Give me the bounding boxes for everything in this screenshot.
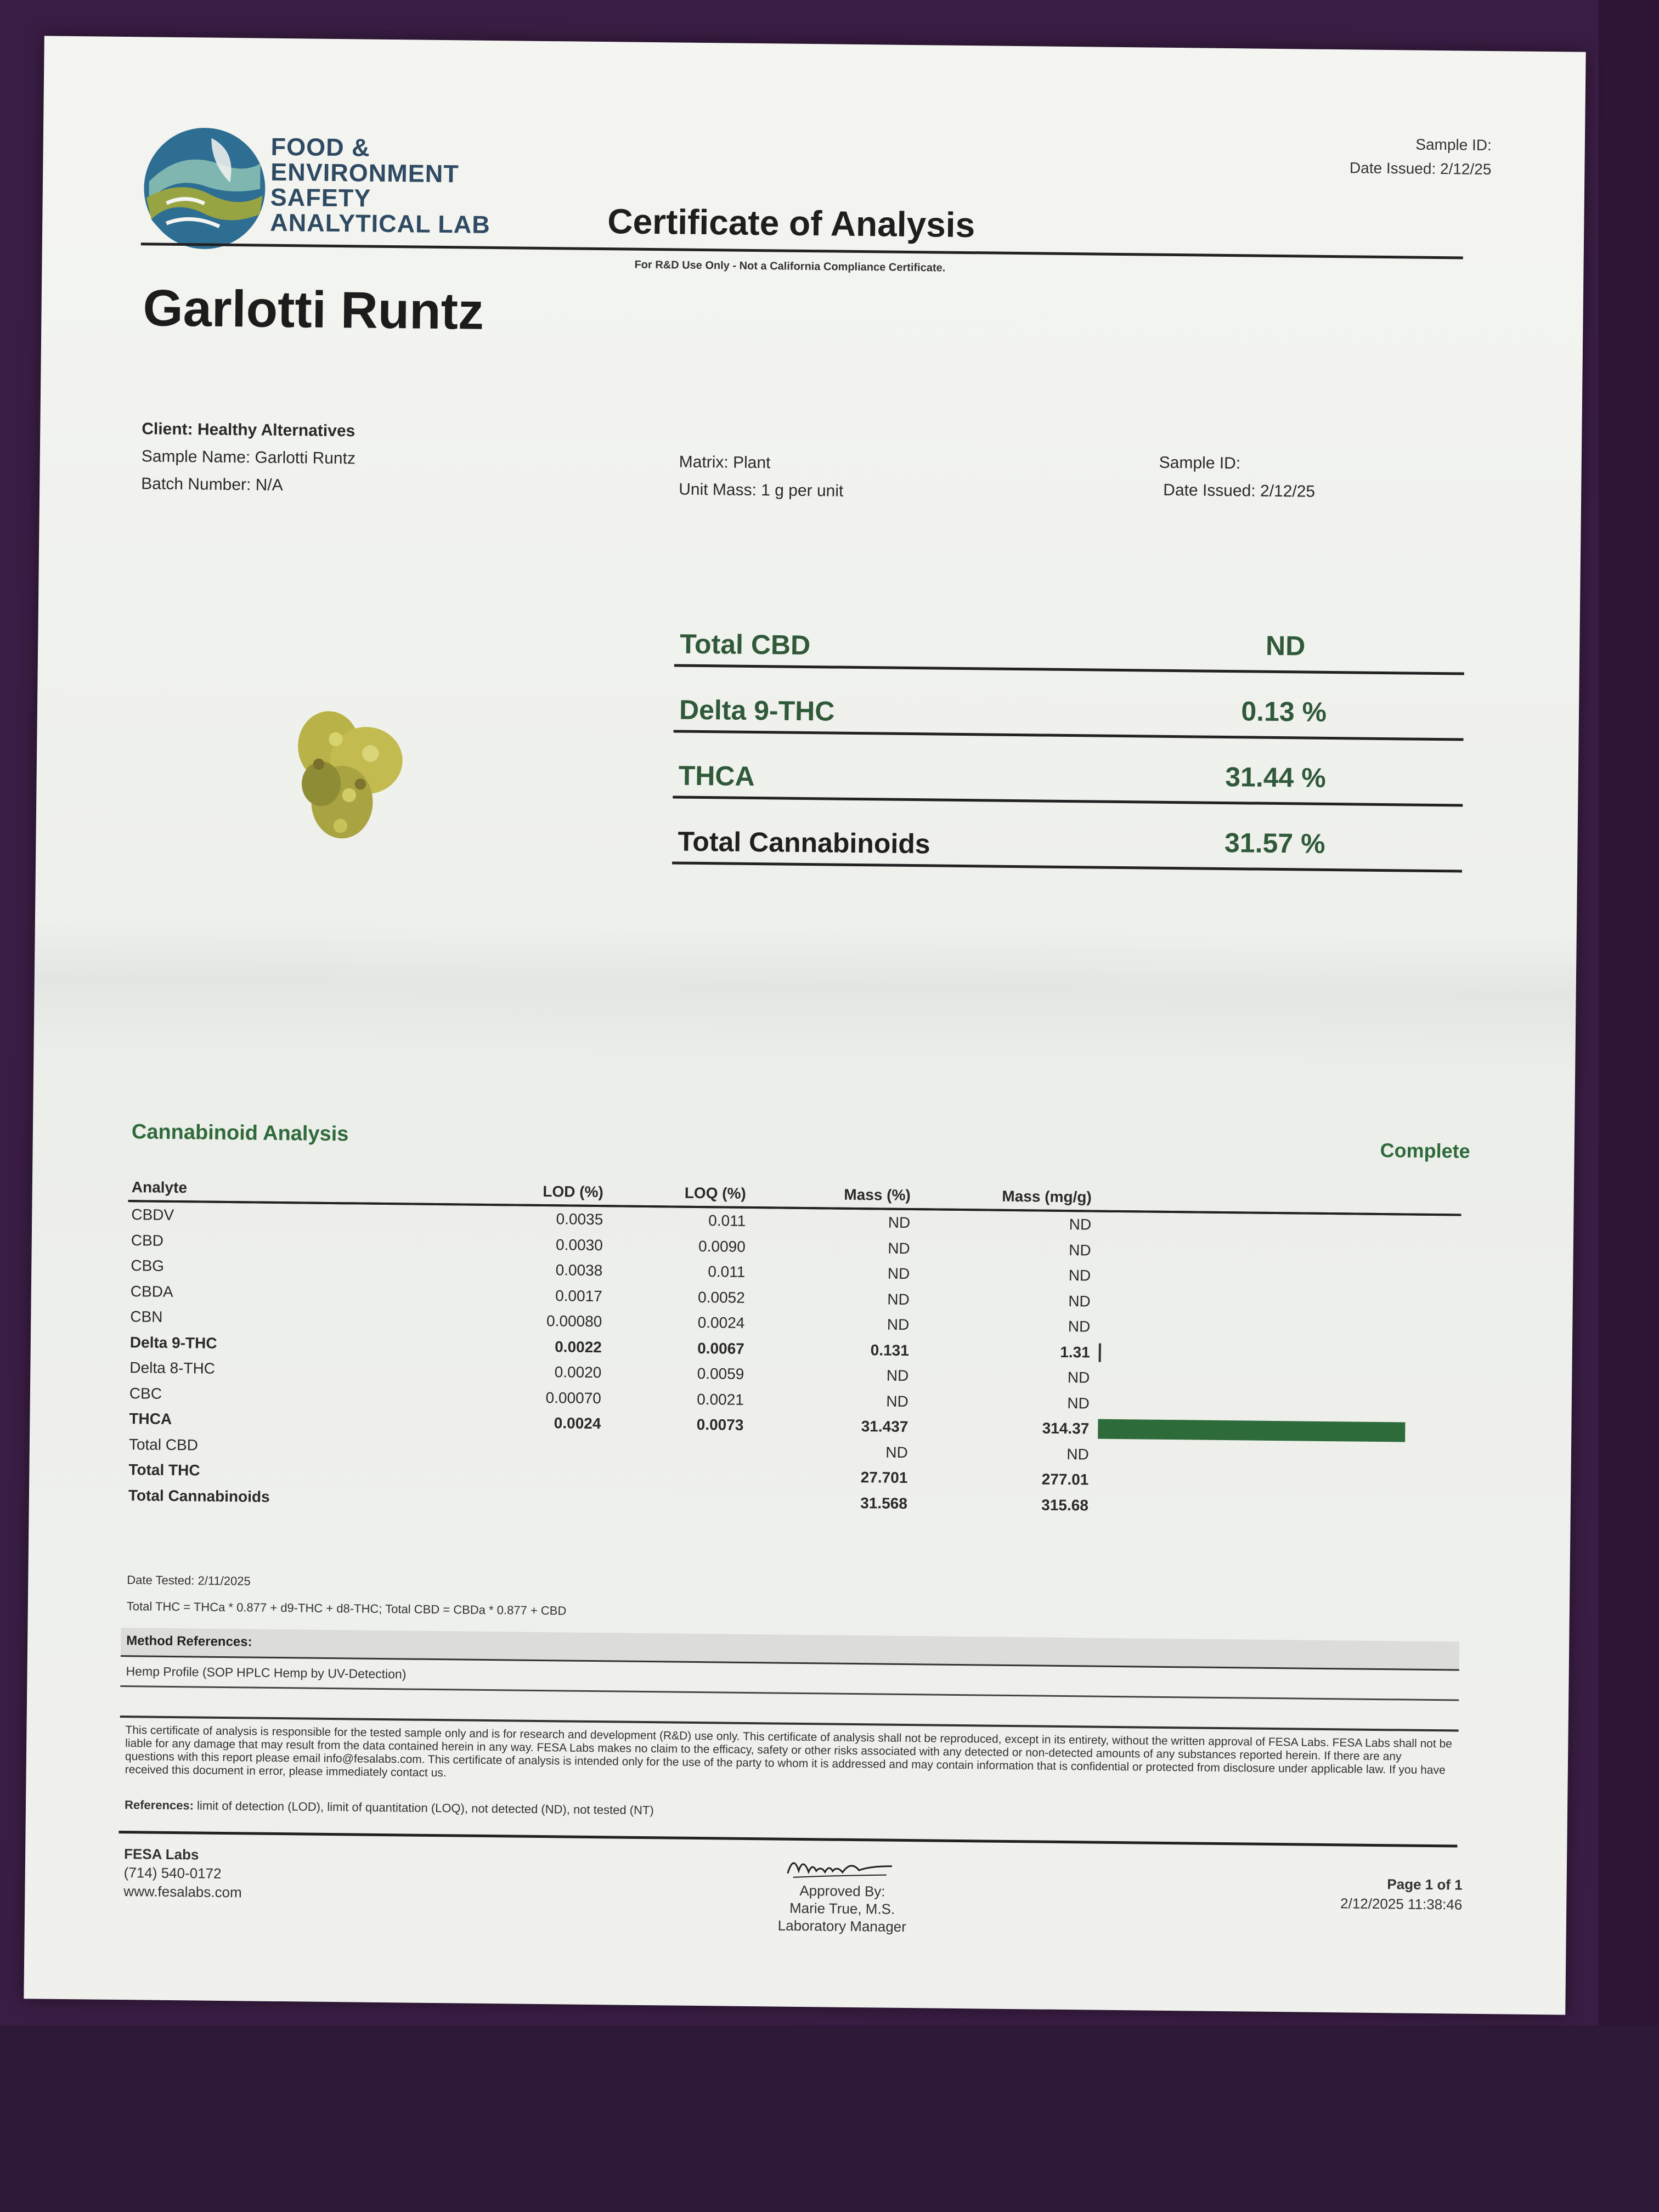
unit-mass: Unit Mass: 1 g per unit (679, 480, 844, 500)
background-bottom (0, 2025, 1659, 2212)
matrix: Matrix: Plant (679, 453, 771, 472)
header-sample-id: Sample ID: (1415, 136, 1492, 154)
summary-value: 31.57 % (1224, 827, 1325, 859)
sample-id: Sample ID: (1159, 453, 1241, 473)
cell-analyte: CBN (130, 1308, 163, 1326)
cell-mass-mg: ND (1068, 1318, 1091, 1335)
cell-mass-pct: ND (887, 1265, 910, 1283)
cell-analyte: CBG (131, 1257, 165, 1275)
batch-number: Batch Number: N/A (141, 475, 283, 494)
signature-image (782, 1849, 904, 1883)
cell-analyte: CBDV (131, 1206, 174, 1224)
sample-title: Garlotti Runtz (143, 279, 484, 340)
method-divider (120, 1685, 1459, 1701)
cell-loq: 0.0059 (697, 1365, 744, 1383)
cell-mass-pct: ND (886, 1392, 909, 1410)
col-loq: LOQ (%) (603, 1183, 746, 1207)
summary-row (673, 731, 1463, 806)
summary-row (674, 599, 1465, 675)
cell-loq (600, 1462, 743, 1489)
cell-mass-pct: 27.701 (860, 1469, 908, 1487)
lab-name: FOOD & ENVIRONMENT SAFETY ANALYTICAL LAB (270, 132, 491, 239)
cell-bar (1090, 1365, 1459, 1395)
total-formula: Total THC = THCa * 0.877 + d9-THC + d8-THC; Total CBD = CBDa * 0.877 + CBD (126, 1599, 567, 1618)
client-name: Client: Healthy Alternatives (142, 420, 356, 441)
cell-lod: 0.00080 (546, 1312, 602, 1330)
cell-loq: 0.0024 (697, 1314, 745, 1332)
cell-mass-pct: ND (887, 1316, 910, 1334)
cell-analyte: CBDA (130, 1282, 173, 1300)
cell-bar (1089, 1416, 1459, 1446)
cell-mass-pct: 0.131 (870, 1341, 909, 1359)
cell-mass-mg: ND (1067, 1394, 1090, 1412)
header-divider (141, 242, 1463, 259)
summary-label: Total Cannabinoids (678, 826, 930, 860)
cell-loq: 0.0021 (697, 1390, 744, 1408)
cell-lod (447, 1486, 600, 1513)
col-lod: LOD (%) (450, 1181, 603, 1206)
cell-mass-pct: ND (887, 1290, 910, 1308)
sample-id-info (1159, 449, 1316, 506)
cell-loq (601, 1437, 743, 1464)
cell-analyte: Delta 8-THC (129, 1359, 216, 1378)
footer-page-info (1340, 1874, 1463, 1914)
sample-name: Sample Name: Garlotti Runtz (141, 447, 356, 468)
col-mass-pct: Mass (%) (746, 1184, 911, 1209)
cell-bar (1089, 1442, 1459, 1471)
cell-lod: 0.0020 (554, 1363, 602, 1381)
cell-mass-mg: ND (1068, 1267, 1091, 1284)
col-analyte: Analyte (128, 1178, 450, 1204)
cell-analyte: Total Cannabinoids (128, 1486, 270, 1505)
cell-mass-pct: ND (886, 1367, 909, 1385)
footer-contact (123, 1844, 242, 1901)
approver-title: Laboratory Manager (777, 1917, 907, 1936)
col-mass-mg: Mass (mg/g) (911, 1186, 1092, 1211)
cell-bar (1090, 1391, 1459, 1420)
cell-lod (447, 1435, 601, 1462)
references-label: References: (124, 1798, 194, 1813)
background-edge (1599, 0, 1659, 2212)
cell-lod: 0.0017 (555, 1287, 602, 1305)
cell-loq (600, 1488, 743, 1515)
disclaimer: This certificate of analysis is responsible for the tested sample only and is for research and development (R&D) use only. This certificate of analysis shall not be reproduced, except in its entirety, without the written approval of FESA Labs. FESA Labs shall not be liable for any damage that may result from the data contained herein in any way. FESA Labs makes no claim to the efficacy, safety or other risks associated with any detected or non-detected amounts of any substances reported herein. If there are any questions with this report please email info@fesalabs.com. This certificate of analysis is intended only for the use of the party to whom it is addressed and may contain information that is confidential or protected from disclosure under applicable law. If you have received this document in error, please immediately contact us. (125, 1724, 1453, 1780)
cell-analyte: Total THC (128, 1461, 200, 1479)
cell-lod: 0.0030 (555, 1236, 603, 1254)
references-text: limit of detection (LOD), limit of quantitation (LOQ), not detected (ND), not tested (NT) (196, 1798, 654, 1818)
date-issued: Date Issued: 2/12/25 (1163, 481, 1316, 501)
method-text: Hemp Profile (SOP HPLC Hemp by UV-Detection) (126, 1664, 407, 1681)
cell-analyte: CBD (131, 1231, 164, 1249)
cell-mass-mg: ND (1066, 1445, 1090, 1463)
cell-analyte: CBC (129, 1384, 162, 1402)
cell-bar (1090, 1340, 1460, 1369)
certificate-page (24, 36, 1585, 2015)
cell-mass-pct: 31.568 (860, 1494, 908, 1512)
cell-mass-pct: ND (888, 1214, 911, 1232)
cell-bar (1091, 1263, 1460, 1293)
cell-mass-mg: ND (1069, 1241, 1091, 1259)
cell-lod: 0.0035 (556, 1210, 603, 1228)
mass-bar (1099, 1344, 1101, 1362)
summary-row (672, 797, 1463, 872)
cell-loq: 0.0052 (698, 1288, 745, 1306)
company-name: FESA Labs (123, 1846, 199, 1863)
date-tested: Date Tested: 2/11/2025 (127, 1573, 251, 1588)
cell-mass-pct: 31.437 (861, 1418, 909, 1436)
approved-by: Approved By: (799, 1882, 885, 1900)
cell-loq: 0.0090 (698, 1237, 746, 1255)
report-timestamp: 2/12/2025 11:38:46 (1340, 1895, 1463, 1913)
cell-bar (1088, 1467, 1458, 1497)
cell-mass-mg: ND (1069, 1216, 1092, 1233)
page-number: Page 1 of 1 (1387, 1876, 1463, 1893)
summary-label: THCA (678, 760, 755, 792)
header-date-issued: Date Issued: 2/12/25 (1349, 159, 1492, 178)
analysis-title: Cannabinoid Analysis (131, 1120, 349, 1146)
cell-bar (1090, 1314, 1460, 1344)
method-band (121, 1628, 1459, 1671)
cell-loq: 0.0073 (696, 1416, 744, 1434)
col-bar (1091, 1188, 1461, 1215)
rd-note: For R&D Use Only - Not a California Compliance Certificate. (634, 258, 946, 274)
header-meta (1350, 132, 1492, 182)
cell-mass-pct: ND (888, 1239, 910, 1257)
matrix-info (679, 449, 844, 505)
cell-lod: 0.0038 (555, 1261, 603, 1279)
summary-row (674, 665, 1464, 741)
cell-bar (1091, 1238, 1460, 1267)
analysis-status: Complete (1380, 1138, 1470, 1163)
cell-analyte: THCA (129, 1410, 172, 1428)
cell-bar (1088, 1493, 1458, 1522)
cell-mass-mg: 1.31 (1060, 1343, 1090, 1361)
client-info (141, 415, 356, 500)
cell-lod (447, 1460, 600, 1487)
cannabinoid-table (125, 1178, 1462, 1522)
cell-mass-mg: 315.68 (1041, 1496, 1089, 1514)
mass-bar (1098, 1419, 1405, 1442)
summary-label: Total CBD (679, 628, 811, 661)
lab-logo-icon (141, 125, 268, 252)
cell-loq: 0.011 (708, 1212, 746, 1230)
approver-name: Marie True, M.S. (789, 1899, 895, 1917)
summary-value: 0.13 % (1241, 696, 1327, 727)
cell-lod: 0.0024 (554, 1414, 601, 1432)
cell-lod: 0.00070 (545, 1389, 602, 1407)
approval-block (727, 1881, 958, 1936)
cell-bar (1091, 1289, 1460, 1318)
cell-loq: 0.0067 (697, 1339, 744, 1357)
page-title: Certificate of Analysis (607, 201, 975, 245)
summary-value: ND (1265, 630, 1306, 662)
cell-mass-mg: 314.37 (1042, 1419, 1090, 1437)
footer-divider (119, 1831, 1458, 1848)
cell-mass-mg: ND (1067, 1369, 1090, 1386)
cell-mass-pct: ND (885, 1443, 909, 1461)
references (125, 1798, 654, 1818)
cell-mass-mg: 277.01 (1041, 1470, 1089, 1488)
summary-label: Delta 9-THC (679, 694, 835, 727)
cell-bar (1091, 1211, 1461, 1242)
cell-analyte: Total CBD (128, 1435, 199, 1454)
cell-lod: 0.0022 (555, 1338, 602, 1356)
method-heading: Method References: (126, 1633, 252, 1650)
cell-loq: 0.011 (708, 1263, 746, 1281)
company-phone: (714) 540-0172 (123, 1864, 222, 1882)
cell-analyte: Delta 9-THC (129, 1333, 217, 1352)
company-website: www.fesalabs.com (123, 1883, 242, 1901)
cell-mass-mg: ND (1068, 1292, 1091, 1310)
summary-value: 31.44 % (1225, 761, 1327, 793)
product-bud-image (277, 697, 421, 852)
